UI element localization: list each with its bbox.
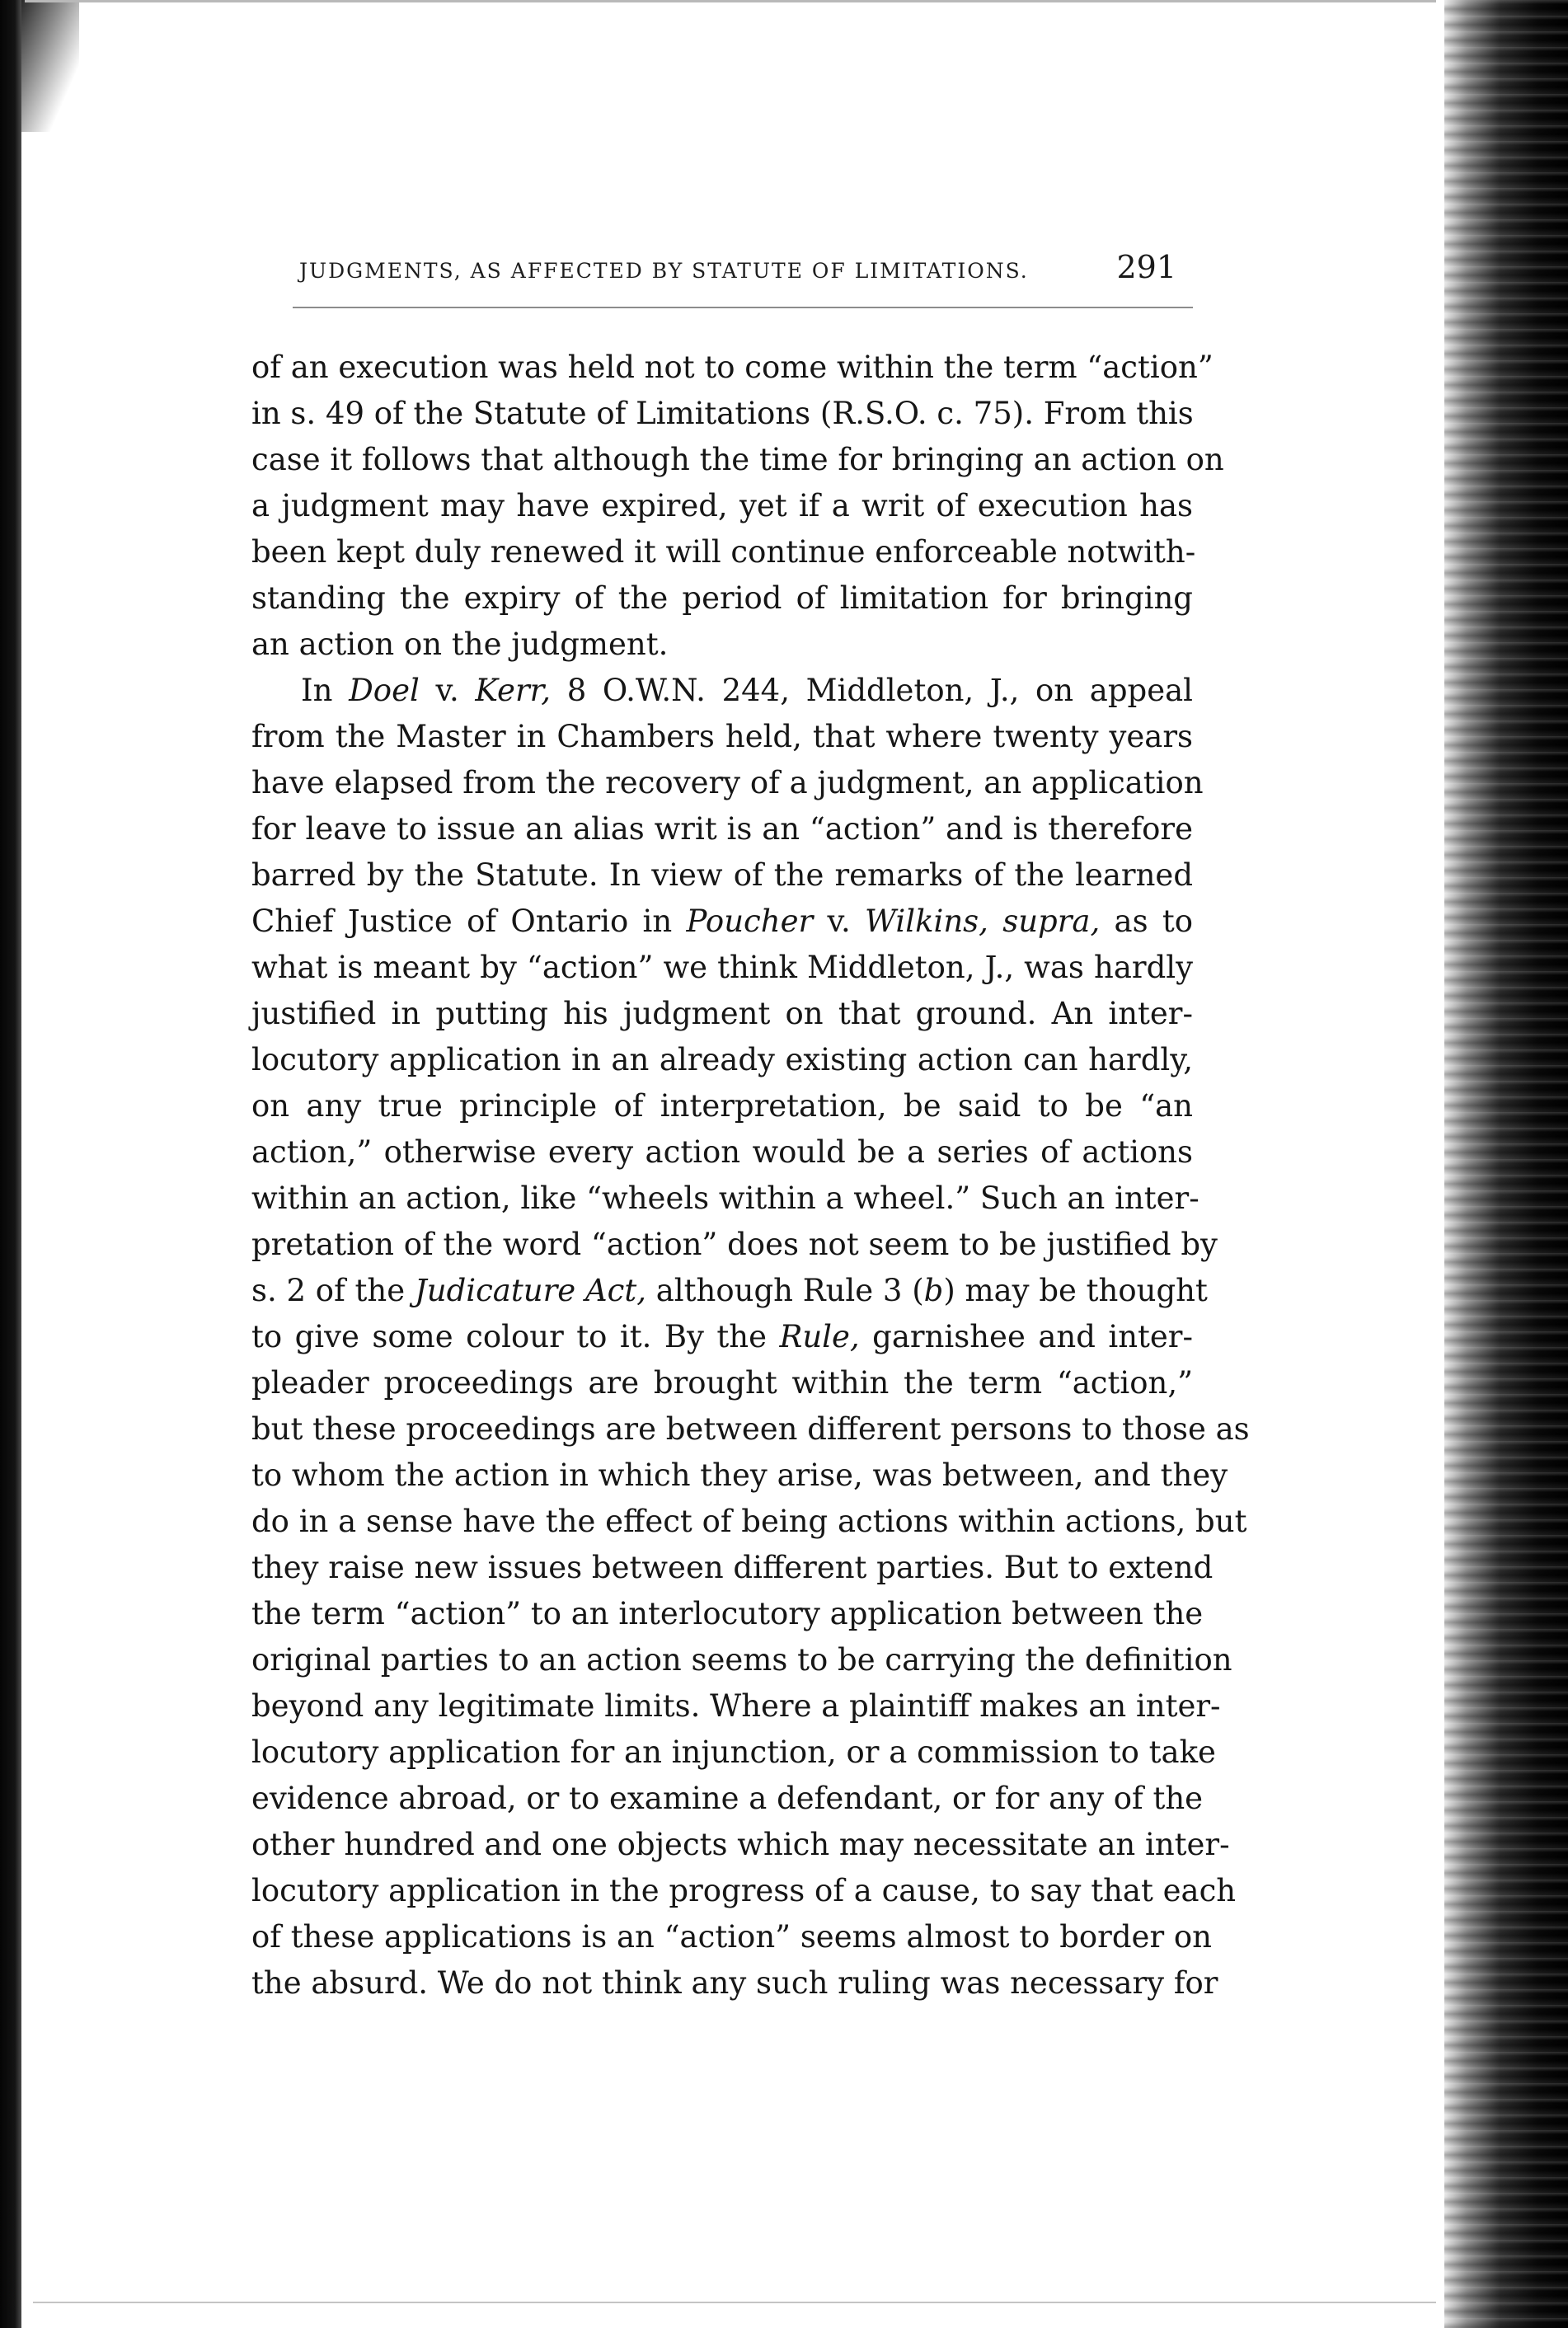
scan-shadow-left <box>0 0 21 2328</box>
text-segment: In <box>301 673 350 708</box>
italic-text-segment: Poucher <box>686 904 814 939</box>
text-line <box>251 1360 1193 1406</box>
text-line <box>251 1268 1208 1314</box>
text-segment: a judgment may have expired, yet if a writ of execution has <box>251 488 1193 523</box>
text-line <box>251 1037 1193 1083</box>
running-head <box>251 247 1193 297</box>
text-line <box>251 668 1193 714</box>
text-line <box>251 529 1196 575</box>
text-segment: within an action, like “wheels within a wheel.” Such an inter- <box>251 1180 1199 1216</box>
text-segment: v. <box>419 673 476 708</box>
text-line <box>251 899 1193 945</box>
text-line <box>251 1730 1216 1776</box>
text-segment: s. 2 of the <box>251 1273 415 1308</box>
text-segment: as to <box>1100 904 1193 939</box>
italic-text-segment: Rule, <box>779 1319 860 1354</box>
text-segment: locutory application for an injunction, or a commission to take <box>251 1734 1216 1770</box>
text-line <box>251 1406 1250 1453</box>
text-segment: for leave to issue an alias writ is an “action” and is therefore <box>251 811 1193 847</box>
text-segment: in s. 49 of the Statute of Limitations (R.S.O. c. 75). From this <box>251 396 1194 431</box>
text-line <box>251 1822 1230 1868</box>
text-segment: v. <box>813 904 866 939</box>
book-page <box>251 247 1250 2001</box>
text-segment: justified in putting his judgment on that ground. An inter- <box>251 996 1193 1031</box>
text-line <box>251 991 1193 1037</box>
text-segment: they raise new issues between different parties. But to extend <box>251 1550 1214 1585</box>
text-line <box>251 345 1214 391</box>
text-segment: to whom the action in which they arise, was between, and they <box>251 1457 1228 1493</box>
text-line <box>251 1314 1193 1360</box>
header-rule <box>293 307 1193 308</box>
text-line <box>251 1453 1228 1499</box>
text-segment: of these applications is an “action” seems almost to border on <box>251 1919 1212 1955</box>
text-line <box>251 1914 1212 1960</box>
text-segment: been kept duly renewed it will continue enforceable notwith- <box>251 534 1196 570</box>
text-segment: what is meant by “action” we think Middleton, J., was hardly <box>251 950 1193 985</box>
text-line <box>251 852 1193 899</box>
text-segment: barred by the Statute. In view of the remarks of the learned <box>251 857 1193 893</box>
text-segment: have elapsed from the recovery of a judgment, an application <box>251 765 1204 800</box>
text-line <box>251 391 1193 437</box>
text-line <box>251 483 1193 529</box>
text-segment: the term “action” to an interlocutory application between the <box>251 1596 1204 1631</box>
italic-text-segment: b <box>923 1273 944 1308</box>
running-title: JUDGMENTS, AS AFFECTED BY STATUTE OF LIMITATIONS. <box>299 259 1029 283</box>
text-segment: locutory application in the progress of a cause, to say that each <box>251 1873 1237 1908</box>
scan-shadow-right <box>1444 0 1568 2328</box>
text-line <box>251 575 1193 622</box>
text-line <box>251 714 1193 760</box>
text-line <box>251 1176 1199 1222</box>
text-segment: original parties to an action seems to be carrying the definition <box>251 1642 1232 1678</box>
text-segment: ) may be thought <box>943 1273 1208 1308</box>
text-segment: case it follows that although the time for bringing an action on <box>251 442 1224 477</box>
text-line <box>251 806 1193 852</box>
text-segment: standing the expiry of the period of limitation for bringing <box>251 580 1193 616</box>
text-line <box>251 1083 1193 1129</box>
text-segment: do in a sense have the effect of being actions within actions, but <box>251 1504 1247 1539</box>
text-segment: of an execution was held not to come within the term “action” <box>251 350 1214 385</box>
italic-text-segment: Kerr, <box>475 673 552 708</box>
text-line <box>251 1222 1218 1268</box>
page-number: 291 <box>1116 249 1176 285</box>
text-line <box>251 760 1204 806</box>
text-line <box>251 1591 1204 1637</box>
text-segment: other hundred and one objects which may necessitate an inter- <box>251 1827 1230 1862</box>
text-line <box>251 1683 1221 1730</box>
text-segment: but these proceedings are between different persons to those as <box>251 1411 1250 1447</box>
text-segment: the absurd. We do not think any such ruling was necessary for <box>251 1965 1218 2001</box>
text-segment: beyond any legitimate limits. Where a plaintiff makes an inter- <box>251 1688 1221 1724</box>
text-segment: although Rule 3 ( <box>646 1273 924 1308</box>
text-line <box>251 1776 1204 1822</box>
text-line <box>251 1960 1218 2006</box>
text-segment: 8 O.W.N. 244, Middleton, J., on appeal <box>551 673 1193 708</box>
text-line <box>251 945 1193 991</box>
text-segment: pleader proceedings are brought within the term “action,” <box>251 1365 1193 1401</box>
italic-text-segment: Judicature Act, <box>414 1273 646 1308</box>
text-segment: evidence abroad, or to examine a defendant, or for any of the <box>251 1781 1204 1816</box>
italic-text-segment: Doel <box>349 673 420 708</box>
scan-edge-bottom <box>33 2302 1436 2303</box>
text-line <box>251 1129 1193 1176</box>
text-segment: to give some colour to it. By the <box>251 1319 780 1354</box>
text-segment: an action on the judgment. <box>251 627 669 662</box>
text-line <box>251 437 1224 483</box>
text-line <box>251 1868 1237 1914</box>
text-line <box>251 1499 1247 1545</box>
text-segment: garnishee and inter- <box>859 1319 1193 1354</box>
text-segment: from the Master in Chambers held, that where twenty years <box>251 719 1193 754</box>
scan-shadow-corner <box>21 0 79 132</box>
text-line <box>251 1545 1214 1591</box>
text-segment: on any true principle of interpretation, be said to be “an <box>251 1088 1193 1124</box>
italic-text-segment: Wilkins, supra, <box>865 904 1101 939</box>
text-segment: Chief Justice of Ontario in <box>251 904 687 939</box>
scan-edge-top <box>25 0 1436 2</box>
text-segment: locutory application in an already existing action can hardly, <box>251 1042 1193 1077</box>
text-line <box>251 622 1193 668</box>
text-segment: action,” otherwise every action would be a series of actions <box>251 1134 1193 1170</box>
text-line <box>251 1637 1232 1683</box>
text-segment: pretation of the word “action” does not seem to be justified by <box>251 1227 1218 1262</box>
body-text <box>251 345 1250 2006</box>
